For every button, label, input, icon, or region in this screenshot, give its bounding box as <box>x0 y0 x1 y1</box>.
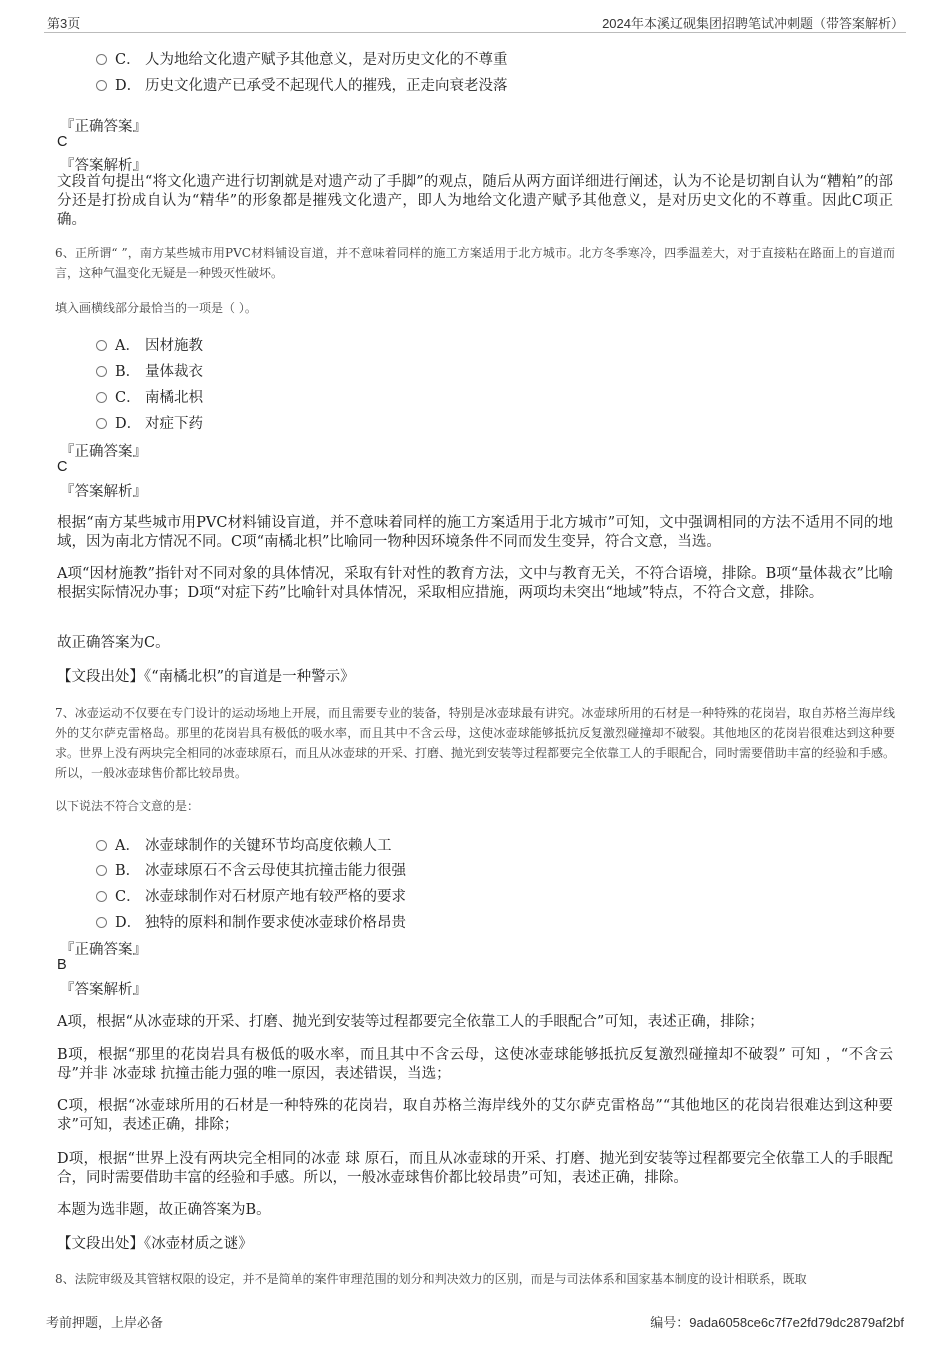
q6-stem: 6、正所谓“ ”，南方某些城市用PVC材料铺设盲道，并不意味着同样的施工方案适用于北方城市。北方冬季寒冷，四季温差大，对于直接粘在路面上的盲道而言，这种气温变化无疑是一种毁灭性破坏。 <box>55 246 895 280</box>
q7-source: 【文段出处】《冰壶材质之谜》 <box>57 1236 253 1252</box>
q5-option-d[interactable]: D． 历史文化遗产已承受不起现代人的摧残，正走向衰老没落 <box>96 74 508 95</box>
q6-analysis-p2: A项“因材施教”指针对不同对象的具体情况，采取有针对性的教育方法，文中与教育无关，不符合语境，排除。B项“量体裁衣”比喻根据实际情况办事；D项“对症下药”比喻针对具体情况，采取相应措施，两项均未突出“地域”特点，不符合文意，排除。 <box>57 566 893 601</box>
q7-analysis-c: C项，根据“冰壶球所用的石材是一种特殊的花岗岩，取自苏格兰海岸线外的艾尔萨克雷格岛”“其他地区的花岗岩很难达到这种要求”可知，表述正确，排除； <box>57 1098 893 1133</box>
q5-analysis: 文段首句提出“将文化遗产进行切割就是对遗产动了手脚”的观点，随后从两方面详细进行阐述，认为不论是切割自认为“糟粕”的部分还是打扮成自认为“精华”的形象都是摧残文化遗产，即人为地给文化遗产赋予其他意义，是对历史文化的不尊重。因此C项正确。 <box>57 174 893 228</box>
radio-icon[interactable] <box>96 340 107 351</box>
q7-option-d[interactable]: D． 独特的原料和制作要求使冰壶球价格昂贵 <box>96 911 406 932</box>
radio-icon[interactable] <box>96 840 107 851</box>
q6-option-a[interactable]: A． 因材施教 <box>96 334 203 355</box>
footer-slogan: 考前押题，上岸必备 <box>46 1315 164 1330</box>
q6-option-d[interactable]: D． 对症下药 <box>96 412 203 433</box>
q7-option-b[interactable]: B． 冰壶球原石不含云母使其抗撞击能力很强 <box>96 859 406 880</box>
q6-subprompt: 填入画横线部分最恰当的一项是（ ）。 <box>55 301 257 315</box>
q6-analysis-p3: 故正确答案为C。 <box>57 635 170 651</box>
radio-icon[interactable] <box>96 54 107 65</box>
radio-icon[interactable] <box>96 418 107 429</box>
q7-analysis-d: D项，根据“世界上没有两块完全相同的冰壶 球 原石，而且从冰壶球的开采、打磨、抛光到安装等过程都要完全依靠工人的手眼配合，同时需要借助丰富的经验和手感。所以，一般冰壶球售价都比较昂贵”可知，表述正确，排除。 <box>57 1151 893 1186</box>
q6-answer-label: 『正确答案』 <box>60 444 147 460</box>
q8-stem: 8、法院审级及其管辖权限的设定，并不是简单的案件审理范围的划分和判决效力的区别，而是与司法体系和国家基本制度的设计相联系，既取 <box>55 1272 807 1286</box>
q7-answer-label: 『正确答案』 <box>60 942 147 958</box>
document-title: 2024年本溪辽砚集团招聘笔试冲刺题（带答案解析） <box>602 16 904 31</box>
q5-analysis-label: 『答案解析』 <box>60 158 147 174</box>
q5-answer: C <box>57 134 68 150</box>
q6-option-c[interactable]: C． 南橘北枳 <box>96 386 203 407</box>
header-divider <box>44 32 906 33</box>
q6-analysis-label: 『答案解析』 <box>60 484 147 500</box>
q7-analysis-b: B项，根据“那里的花岗岩具有极低的吸水率，而且其中不含云母，这使冰壶球能够抵抗反复激烈碰撞却不破裂” 可知 ，“不含云母”并非 冰壶球 抗撞击能力强的唯一原因，表述错误，当选； <box>57 1047 893 1082</box>
document-id: 编号：9ada6058ce6c7f7e2fd79dc2879af2bf <box>650 1315 904 1330</box>
radio-icon[interactable] <box>96 366 107 377</box>
q7-option-c[interactable]: C． 冰壶球制作对石材原产地有较严格的要求 <box>96 885 406 906</box>
radio-icon[interactable] <box>96 865 107 876</box>
q7-answer: B <box>57 957 67 973</box>
radio-icon[interactable] <box>96 80 107 91</box>
q6-analysis-p1: 根据“南方某些城市用PVC材料铺设盲道，并不意味着同样的施工方案适用于北方城市”可知，文中强调相同的方法不适用不同的地域，因为南北方情况不同。C项“南橘北枳”比喻同一物种因环境条件不同而发生变异，符合文意，当选。 <box>57 515 893 550</box>
q5-answer-label: 『正确答案』 <box>60 119 147 135</box>
q7-analysis-label: 『答案解析』 <box>60 982 147 998</box>
q7-conclusion: 本题为选非题，故正确答案为B。 <box>57 1202 271 1218</box>
radio-icon[interactable] <box>96 392 107 403</box>
q7-option-a[interactable]: A． 冰壶球制作的关键环节均高度依赖人工 <box>96 834 392 855</box>
radio-icon[interactable] <box>96 917 107 928</box>
q5-option-c[interactable]: C． 人为地给文化遗产赋予其他意义，是对历史文化的不尊重 <box>96 48 508 69</box>
q6-answer: C <box>57 459 68 475</box>
q7-stem: 7、冰壶运动不仅要在专门设计的运动场地上开展，而且需要专业的装备，特别是冰壶球最有讲究。冰壶球所用的石材是一种特殊的花岗岩，取自苏格兰海岸线外的艾尔萨克雷格岛。那里的花岗岩具有极低的吸水率，而且其中不含云母，这使冰壶球能够抵抗反复激烈碰撞却不破裂。其他地区的花岗岩很难达到这种要求。世界上没有两块完全相同的冰壶球原石，而且从冰壶球的开采、打磨、抛光到安装等过程都要完全依靠工人的手眼配合，同时需要借助丰富的经验和手感。所以，一般冰壶球售价都比较昂贵。 <box>55 706 896 780</box>
q6-option-b[interactable]: B． 量体裁衣 <box>96 360 203 381</box>
page-number: 第3页 <box>47 16 81 31</box>
q7-subprompt: 以下说法不符合文意的是： <box>55 799 200 813</box>
radio-icon[interactable] <box>96 891 107 902</box>
q6-source: 【文段出处】《“南橘北枳”的盲道是一种警示》 <box>57 669 355 685</box>
q7-analysis-a: A项，根据“从冰壶球的开采、打磨、抛光到安装等过程都要完全依靠工人的手眼配合”可知，表述正确，排除； <box>57 1014 764 1030</box>
